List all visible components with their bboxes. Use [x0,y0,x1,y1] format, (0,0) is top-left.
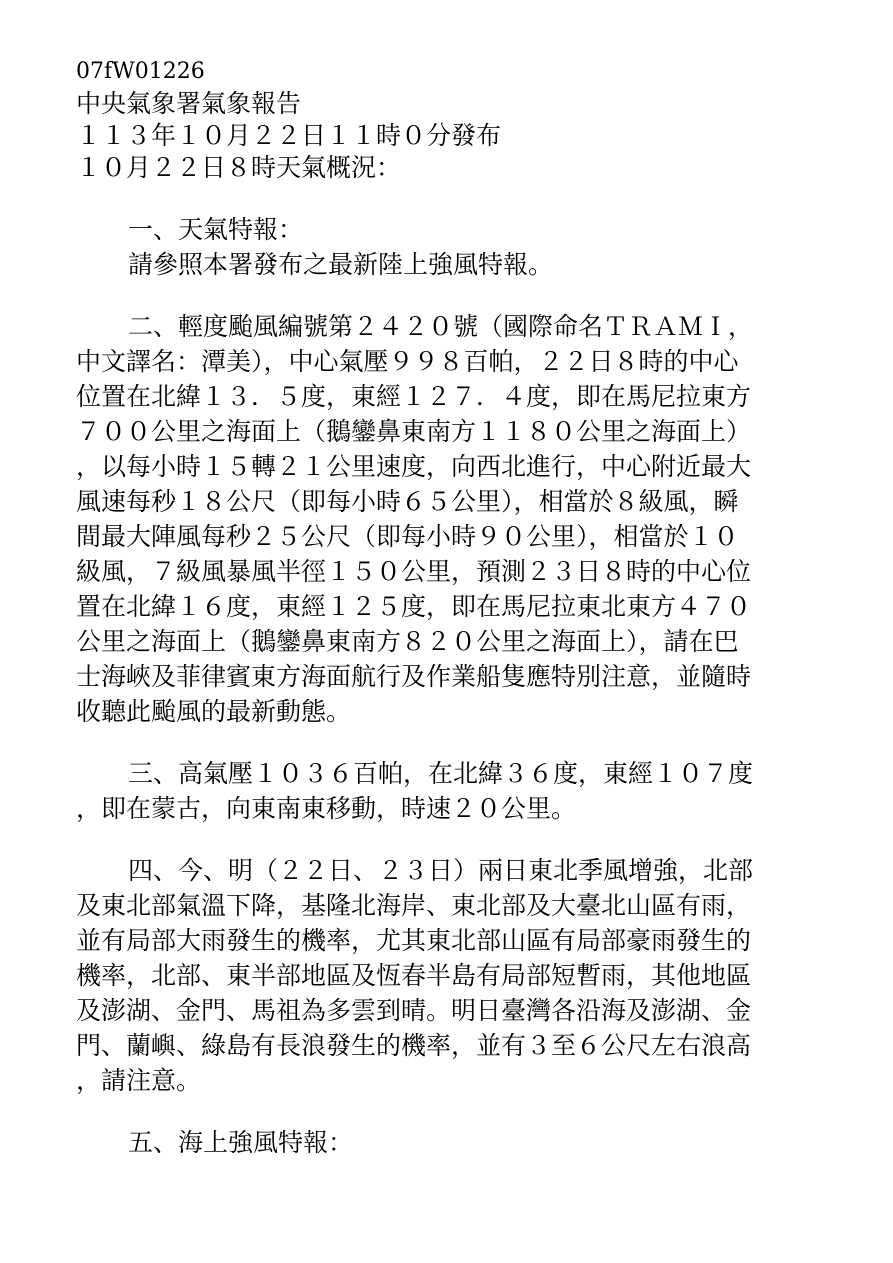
document-code: 07fW01226 [76,59,205,84]
paragraph-line: 位置在北緯１３．５度，東經１２７．４度，即在馬尼拉東方 [76,382,752,411]
paragraph-line: ，即在蒙古，向東南東移動，時速２０公里。 [76,794,577,823]
paragraph-line: ，以每小時１５轉２１公里速度，向西北進行，中心附近最大 [76,452,752,481]
section-marine-warning [76,1125,816,1160]
paragraph-line: 二、輕度颱風編號第２４２０號（國際命名ＴＲＡＭＩ， [128,312,754,341]
paragraph-line: 公里之海面上（鵝鑾鼻東南方８２０公里之海面上），請在巴 [76,627,739,656]
paragraph-line: 中文譯名：潭美），中心氣壓９９８百帕，２２日８時的中心 [76,347,739,376]
paragraph-line: 及澎湖、金門、馬祖為多雲到晴。明日臺灣各沿海及澎湖、金 [76,996,752,1025]
section-high-pressure [76,756,816,826]
paragraph-line: 門、蘭嶼、綠島有長浪發生的機率，並有３至６公尺左右浪高 [76,1031,752,1060]
weather-report-document [76,56,816,1160]
paragraph-line: ７００公里之海面上（鵝鑾鼻東南方１１８０公里之海面上） [76,417,752,446]
paragraph-line: 及東北部氣溫下降，基隆北海岸、東北部及大臺北山區有雨， [76,891,752,920]
section-title: 五、海上強風特報： [128,1128,354,1157]
section-title: 一、天氣特報： [128,215,304,244]
section-weather-warning [76,212,816,282]
paragraph-line: 間最大陣風每秒２５公尺（即每小時９０公里），相當於１０ [76,522,739,551]
paragraph-line: 四、今、明（２２日、２３日）兩日東北季風增強，北部 [128,856,754,885]
issue-time: １１３年１０月２２日１１時０分發布 [76,121,502,150]
paragraph-line: 請參照本署發布之最新陸上強風特報。 [128,250,554,279]
paragraph-line: 機率，北部、東半部地區及恆春半島有局部短暫雨，其他地區 [76,961,752,990]
paragraph-line: 三、高氣壓１０３６百帕，在北緯３６度，東經１０７度 [128,759,754,788]
paragraph-line: 並有局部大雨發生的機率，尤其東北部山區有局部豪雨發生的 [76,926,752,955]
section-typhoon [76,309,816,729]
paragraph-line: 風速每秒１８公尺（即每小時６５公里），相當於８級風，瞬 [76,487,739,516]
paragraph-line: 收聽此颱風的最新動態。 [76,697,352,726]
agency-title: 中央氣象署氣象報告 [76,89,302,118]
paragraph-line: 級風，７級風暴風半徑１５０公里，預測２３日８時的中心位 [76,557,752,586]
paragraph-line: ，請注意。 [76,1066,202,1095]
paragraph-line: 置在北緯１６度，東經１２５度，即在馬尼拉東北東方４７０ [76,592,752,621]
overview-heading: １０月２２日８時天氣概況： [76,153,402,182]
section-forecast [76,853,816,1098]
paragraph-line: 士海峽及菲律賓東方海面航行及作業船隻應特別注意，並隨時 [76,662,752,691]
